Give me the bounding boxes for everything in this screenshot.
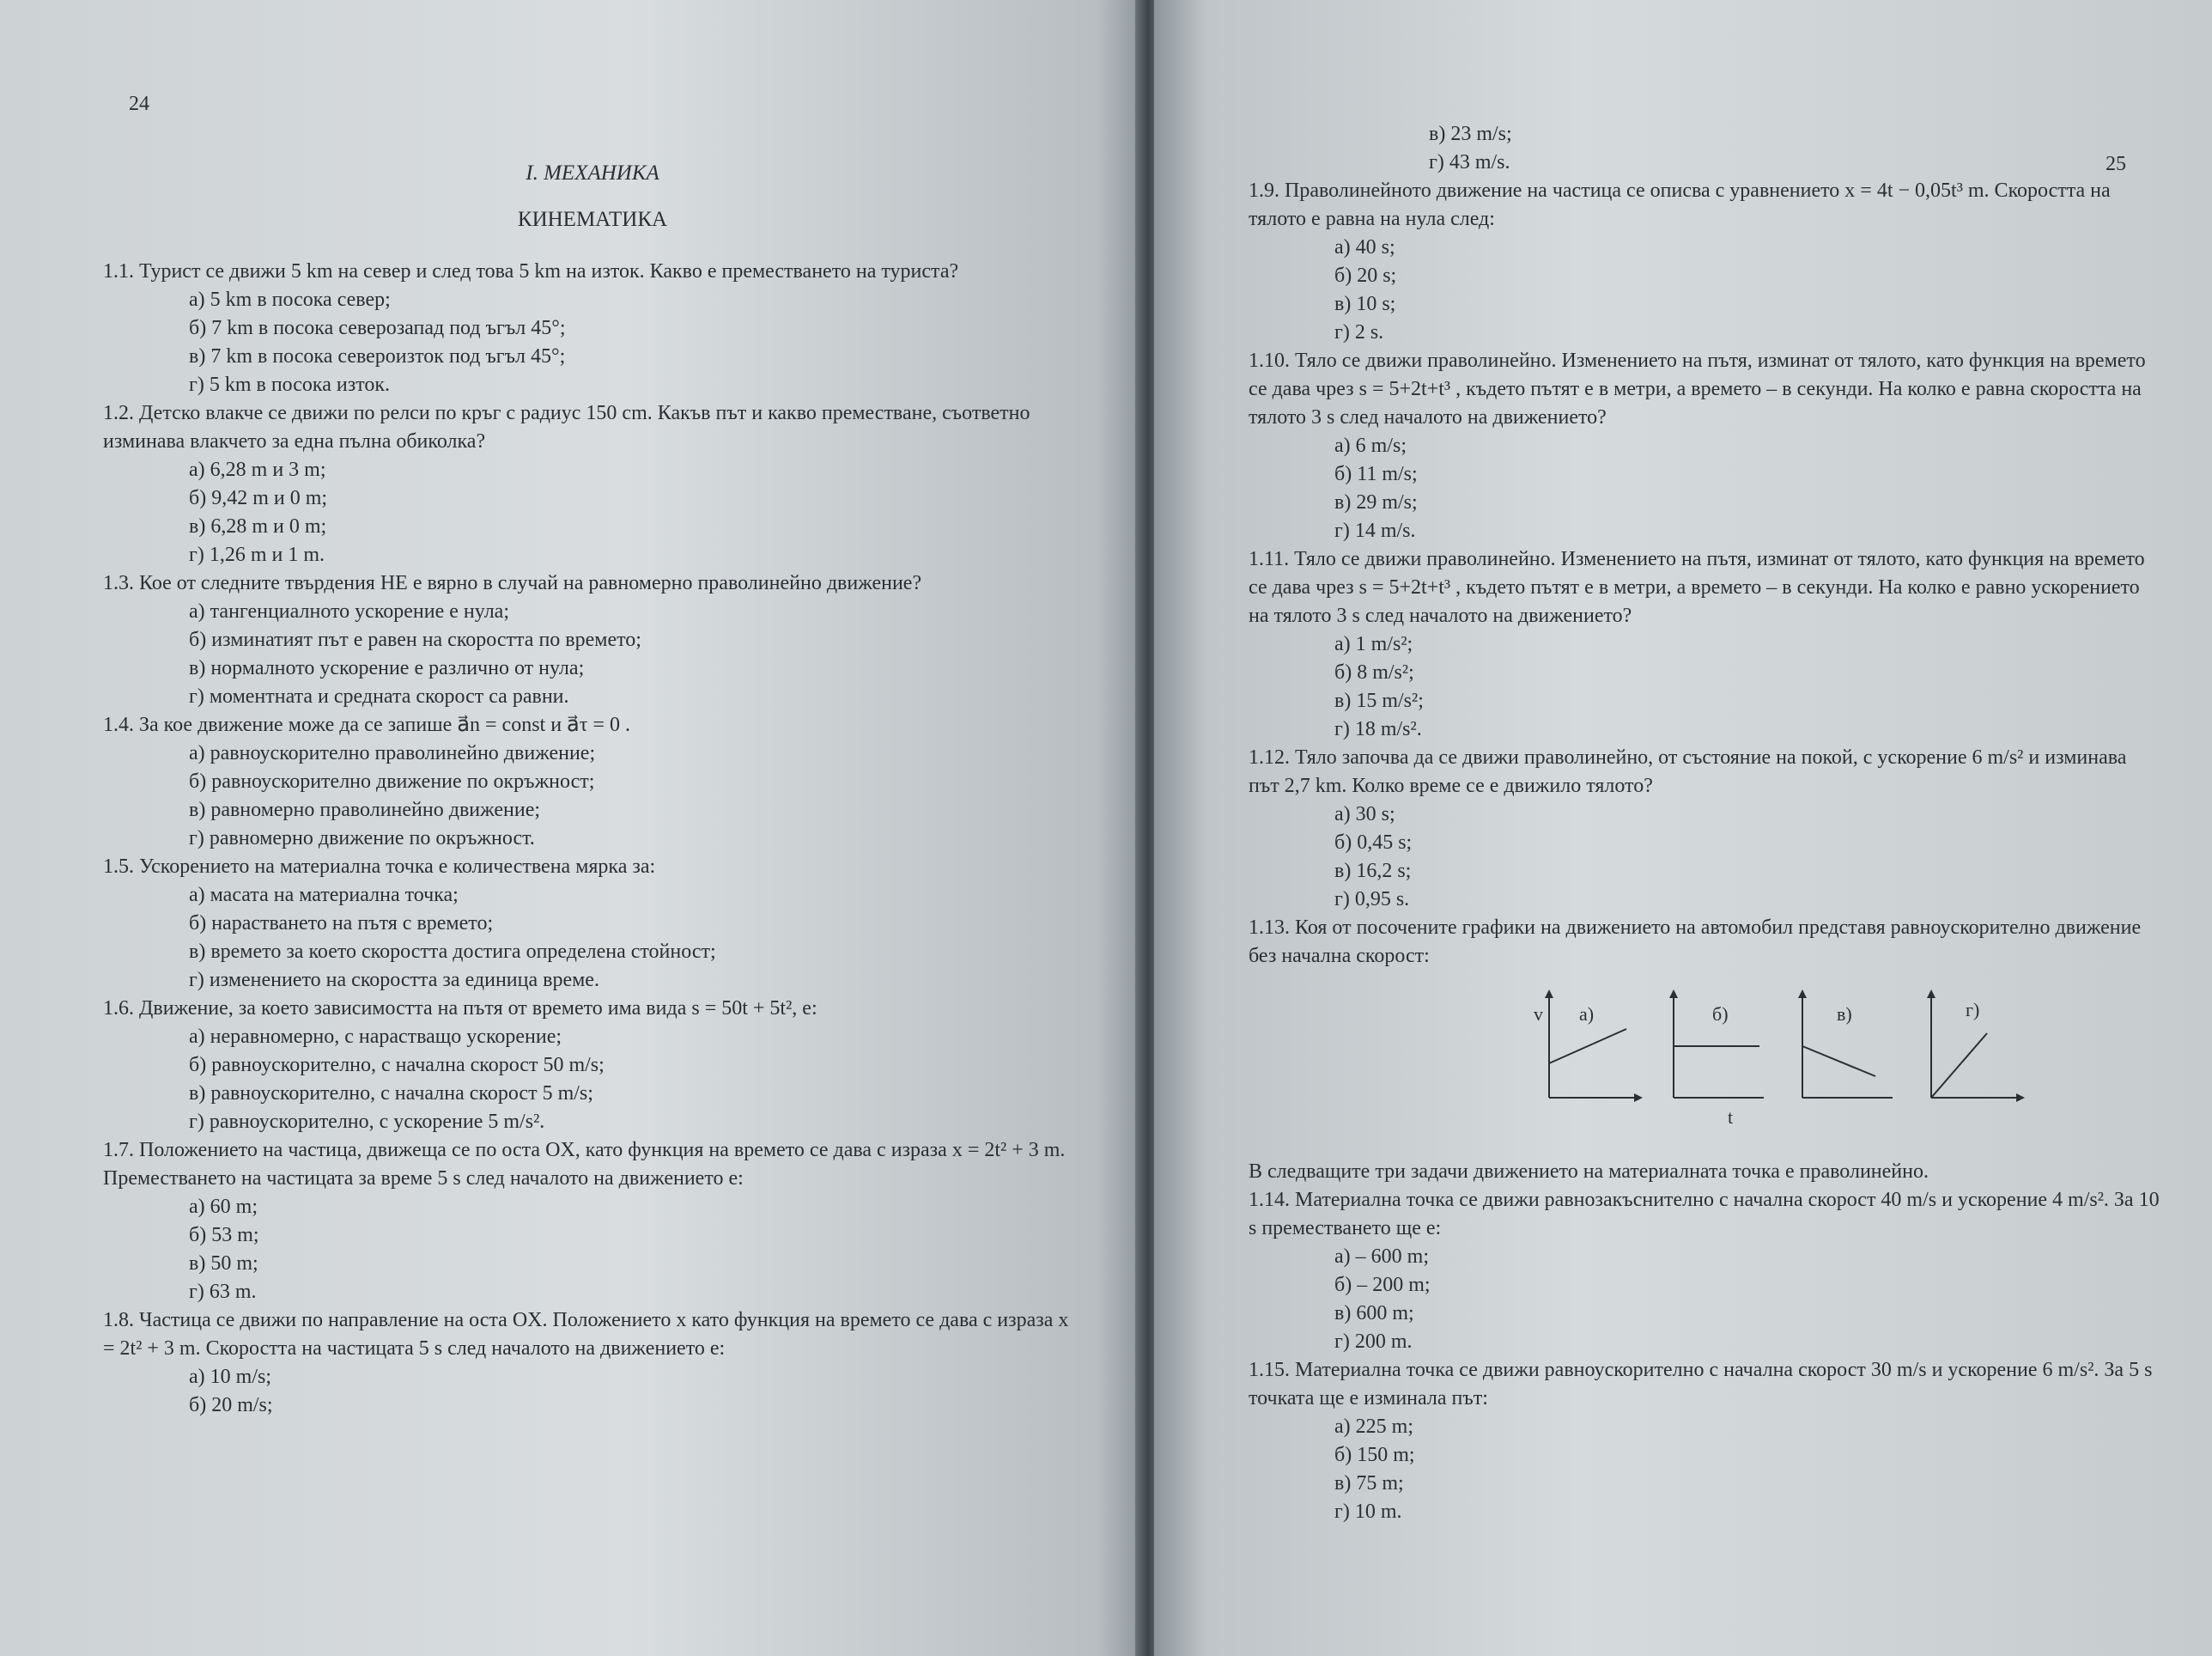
question-text: 1.13. Коя от посочените графики на движението на автомобил представя равноускорително движение без начална скорост: [1249,916,2142,967]
answer-option: г) моментната и средната скорост са равни. [189,685,569,708]
answer-option: а) 10 m/s; [189,1366,271,1388]
answer-option: г) 18 m/s². [1334,718,1422,740]
answer-option: г) изменението на скоростта за единица време. [189,969,599,991]
answer-option: в) 75 m; [1334,1472,1404,1495]
answer-option: в) 6,28 m и 0 m; [189,515,327,538]
answer-option: б) 7 km в посока северозапад под ъгъл 45°; [189,317,566,339]
carried-options [1249,120,2160,177]
question-text: 1.6. Движение, за което зависимостта на пътя от времето има вида s = 50t + 5t², е: [103,997,817,1020]
left-question-list [103,258,1082,1420]
question-text: 1.12. Тяло започва да се движи праволинейно, от състояние на покой, с ускорение 6 m/s² и изминава път 2,7 km. Колко време се е движило тялото? [1249,746,2127,797]
answer-option: а) 6,28 m и 3 m; [189,459,326,481]
option: г) 43 m/s. [1429,151,1510,174]
graph-d [1918,986,2030,1106]
answer-option: г) 5 km в посока изток. [189,374,391,396]
answer-option: б) нарастването на пътя с времето; [189,912,494,935]
answer-option: а) 225 m; [1334,1416,1413,1438]
question-text: 1.7. Положението на частица, движеща се по оста OX, като функция на времето се дава с израза x = 2t² + 3 m. Преместването на частицата за време 5 s след началото на движението е: [103,1139,1066,1190]
graph-label: б) [1712,1003,1729,1025]
answer-option: а) 40 s; [1334,236,1395,259]
answer-option: б) изминатият път е равен на скоростта по времето; [189,629,641,651]
right-question-list-2 [1249,1186,2160,1526]
question-text: 1.4. За кое движение може да се запише a⃗n = const и a⃗τ = 0 . [103,714,630,736]
page-number-left: 24 [129,93,149,115]
answer-option: б) 11 m/s; [1334,463,1418,485]
question-text: 1.1. Турист се движи 5 km на север и след това 5 km на изток. Какво е преместването на туриста? [103,260,959,283]
right-page [1154,0,2212,1656]
question-text: 1.9. Праволинейното движение на частица се описва с уравнението x = 4t − 0,05t³ m. Скоростта на тялото е равна на нула след: [1249,180,2111,230]
answer-option: в) 29 m/s; [1334,491,1418,514]
answer-option: б) – 200 m; [1334,1274,1431,1296]
question-text: 1.11. Тяло се движи праволинейно. Изменението на пътя, изминат от тялото, като функция на времето се дава чрез s = 5+2t+t³ , където пътят е в метри, а времето – в секунди. На колко е равно ускорението на тялото 3 s след началото на движението? [1249,548,2145,627]
answer-option: б) 8 m/s²; [1334,661,1414,684]
question-text: 1.2. Детско влакче се движи по релси по кръг с радиус 150 cm. Какъв път и какво преместване, съответно изминава влакчето за една пълна обиколка? [103,402,1030,453]
answer-option: в) нормалното ускорение е различно от нула; [189,657,585,679]
answer-option: а) 30 s; [1334,803,1395,825]
answer-option: а) 5 km в посока север; [189,289,391,311]
answer-option: а) тангенциалното ускорение е нула; [189,600,509,623]
section-title: КИНЕМАТИКА [517,208,668,231]
question-text: 1.3. Кое от следните твърдения НЕ е вярно в случай на равномерно праволинейно движение? [103,572,922,594]
graph-label: а) [1579,1003,1595,1025]
answer-option: в) 15 m/s²; [1334,690,1424,712]
axis-v-label: v [1534,1003,1543,1025]
question-text: 1.15. Материална точка се движи равноускорително с начална скорост 30 m/s и ускорение 6 m/s². За 5 s точката ще е изминала път: [1249,1359,2153,1409]
answer-option: в) 10 s; [1334,293,1396,315]
answer-option: а) – 600 m; [1334,1245,1429,1268]
answer-option: г) 2 s. [1334,321,1384,344]
answer-option: в) 7 km в посока североизток под ъгъл 45°; [189,345,566,368]
answer-option: в) 50 m; [189,1252,258,1275]
answer-option: б) 20 s; [1334,265,1397,287]
graph-label: в) [1837,1003,1852,1025]
answer-option: г) 14 m/s. [1334,520,1416,542]
answer-option: а) масата на материална точка; [189,884,459,906]
answer-option: в) 16,2 s; [1334,860,1412,882]
answer-option: г) 10 m. [1334,1501,1402,1523]
answer-option: б) 150 m; [1334,1444,1415,1466]
graph-b [1661,986,1772,1106]
graph-label: г) [1966,999,1980,1020]
answer-option: б) 53 m; [189,1224,259,1246]
answer-option: г) равномерно движение по окръжност. [189,827,535,849]
answer-option: в) 600 m; [1334,1302,1414,1324]
graph-a [1532,986,1644,1106]
answer-option: а) 1 m/s²; [1334,633,1413,655]
answer-option: а) неравномерно, с нарастващо ускорение; [189,1026,562,1048]
question-text: 1.5. Ускорението на материална точка е количествена мярка за: [103,855,656,878]
answer-option: б) равноускорително движение по окръжност; [189,770,595,793]
answer-option: а) 60 m; [189,1196,258,1218]
question-text: 1.14. Материална точка се движи равнозакъснително с начална скорост 40 m/s и ускорение 4 m/s². За 10 s преместването ще е: [1249,1189,2160,1239]
answer-option: б) 20 m/s; [189,1394,273,1416]
answer-option: а) равноускорително праволинейно движение; [189,742,596,764]
answer-option: б) 9,42 m и 0 m; [189,487,328,509]
answer-option: в) равномерно праволинейно движение; [189,799,541,821]
answer-option: г) равноускорително, с ускорение 5 m/s². [189,1111,545,1133]
answer-option: б) 0,45 s; [1334,831,1413,854]
answer-option: г) 63 m. [189,1281,257,1303]
question-text: 1.10. Тяло се движи праволинейно. Изменението на пътя, изминат от тялото, като функция на времето се дава чрез s = 5+2t+t³ , където пътят е в метри, а времето – в секунди. На колко е равна скоростта на тялото 3 s след началото на движението? [1249,350,2146,429]
answer-option: г) 200 m. [1334,1330,1413,1353]
answer-option: г) 0,95 s. [1334,888,1410,910]
answer-option: г) 1,26 m и 1 m. [189,544,325,566]
answer-option: б) равноускорително, с начална скорост 50 m/s; [189,1054,605,1076]
graph-c [1790,986,1901,1106]
chapter-title: I. МЕХАНИКА [526,161,659,185]
answer-option: а) 6 m/s; [1334,435,1407,457]
intro-text: В следващите три задачи движението на материалната точка е праволинейно. [1249,1160,1929,1183]
option: в) 23 m/s; [1429,123,1512,145]
answer-option: в) времето за което скоростта достига определена стойност; [189,941,716,963]
question-text: 1.8. Частица се движи по направление на оста OX. Положението x като функция на времето се дава с израза x = 2t² + 3 m. Скоростта на частицата 5 s след началото на движението е: [103,1309,1069,1360]
page-number-right: 25 [2106,153,2126,175]
motion-graphs [1532,986,2160,1106]
axis-t-label: t [1728,1106,1734,1128]
right-question-list [1249,177,2160,971]
answer-option: в) равноускорително, с начална скорост 5 m/s; [189,1082,593,1105]
